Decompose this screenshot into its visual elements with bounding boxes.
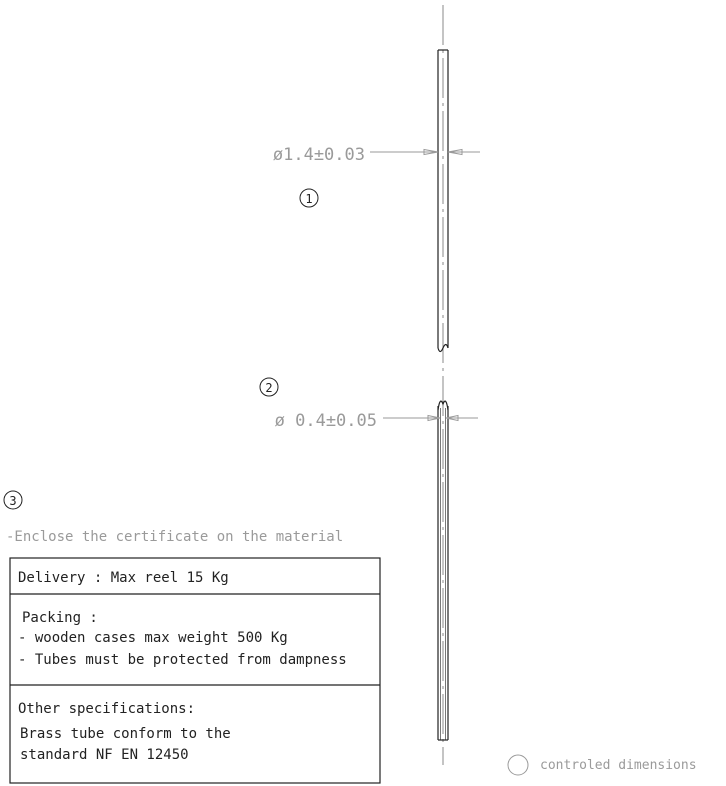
inner-diameter-label: ø 0.4±0.05	[274, 411, 377, 431]
marker-three	[4, 491, 22, 509]
other-specifications-title: Other specifications:	[18, 701, 196, 717]
other-spec-line-2: standard NF EN 12450	[20, 747, 189, 763]
legend-label: controled dimensions	[540, 758, 697, 773]
packing-line-1: - wooden cases max weight 500 Kg	[18, 630, 288, 646]
delivery-text: Delivery : Max reel 15 Kg	[18, 570, 229, 586]
marker-two	[260, 378, 278, 396]
controlled-dimensions-legend	[508, 755, 697, 775]
outer-diameter-label: ø1.4±0.03	[272, 145, 365, 165]
marker-two-number: 2	[265, 381, 273, 395]
packing-title: Packing :	[22, 610, 98, 626]
other-spec-line-1: Brass tube conform to the	[20, 726, 231, 742]
marker-three-number: 3	[9, 494, 17, 508]
enclose-certificate-note: -Enclose the certificate on the material	[6, 529, 344, 545]
marker-one-number: 1	[305, 192, 313, 206]
marker-one	[300, 189, 318, 207]
specification-box	[10, 558, 380, 783]
outer-diameter-dimension	[273, 145, 480, 165]
legend-circle-icon	[508, 755, 528, 775]
packing-line-2: - Tubes must be protected from dampness	[18, 652, 347, 668]
